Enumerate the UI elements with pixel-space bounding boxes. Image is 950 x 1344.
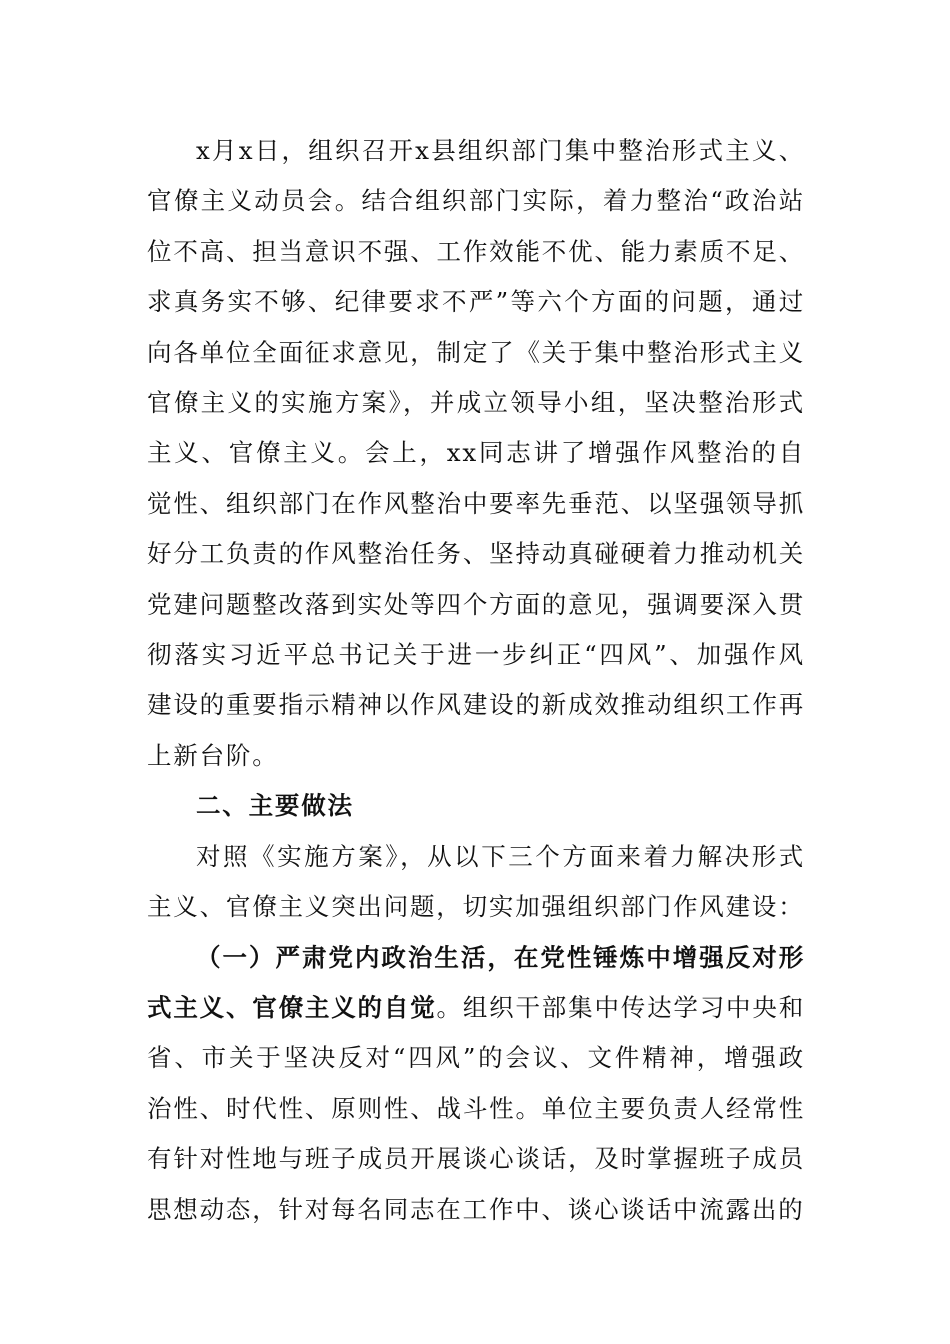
subsection-paragraph — [147, 933, 805, 1235]
section-intro-paragraph: 对照《实施方案》，从以下三个方面来着力解决形式主义、官僚主义突出问题，切实加强组织部门作风建设： — [147, 841, 805, 922]
subsection-heading: （一）严肃党内政治生活，在党性锤炼中增强反对形式主义、官僚主义的自觉 — [147, 942, 805, 1022]
document-page — [147, 126, 805, 1235]
subsection-body: 。组织干部集中传达学习中央和省、市关于坚决反对“四风”的会议、文件精神，增强政治性、时代性、原则性、战斗性。单位主要负责人经常性有针对性地与班子成员开展谈心谈话，及时掌握班子成员思想动态，针对每名同志在工作中、谈心谈话中流露出的 — [147, 992, 805, 1224]
section-heading: 二、主要做法 — [196, 791, 354, 821]
intro-paragraph: x月x日，组织召开x县组织部门集中整治形式主义、官僚主义动员会。结合组织部门实际，着力整治“政治站位不高、担当意识不强、工作效能不优、能力素质不足、求真务实不够、纪律要求不严”等六个方面的问题，通过向各单位全面征求意见，制定了《关于集中整治形式主义官僚主义的实施方案》，并成立领导小组，坚决整治形式主义、官僚主义。会上，xx同志讲了增强作风整治的自觉性、组织部门在作风整治中要率先垂范、以坚强领导抓好分工负责的作风整治任务、坚持动真碰硬着力推动机关党建问题整改落到实处等四个方面的意见，强调要深入贯彻落实习近平总书记关于进一步纠正“四风”、加强作风建设的重要指示精神以作风建设的新成效推动组织工作再上新台阶。 — [147, 136, 805, 770]
